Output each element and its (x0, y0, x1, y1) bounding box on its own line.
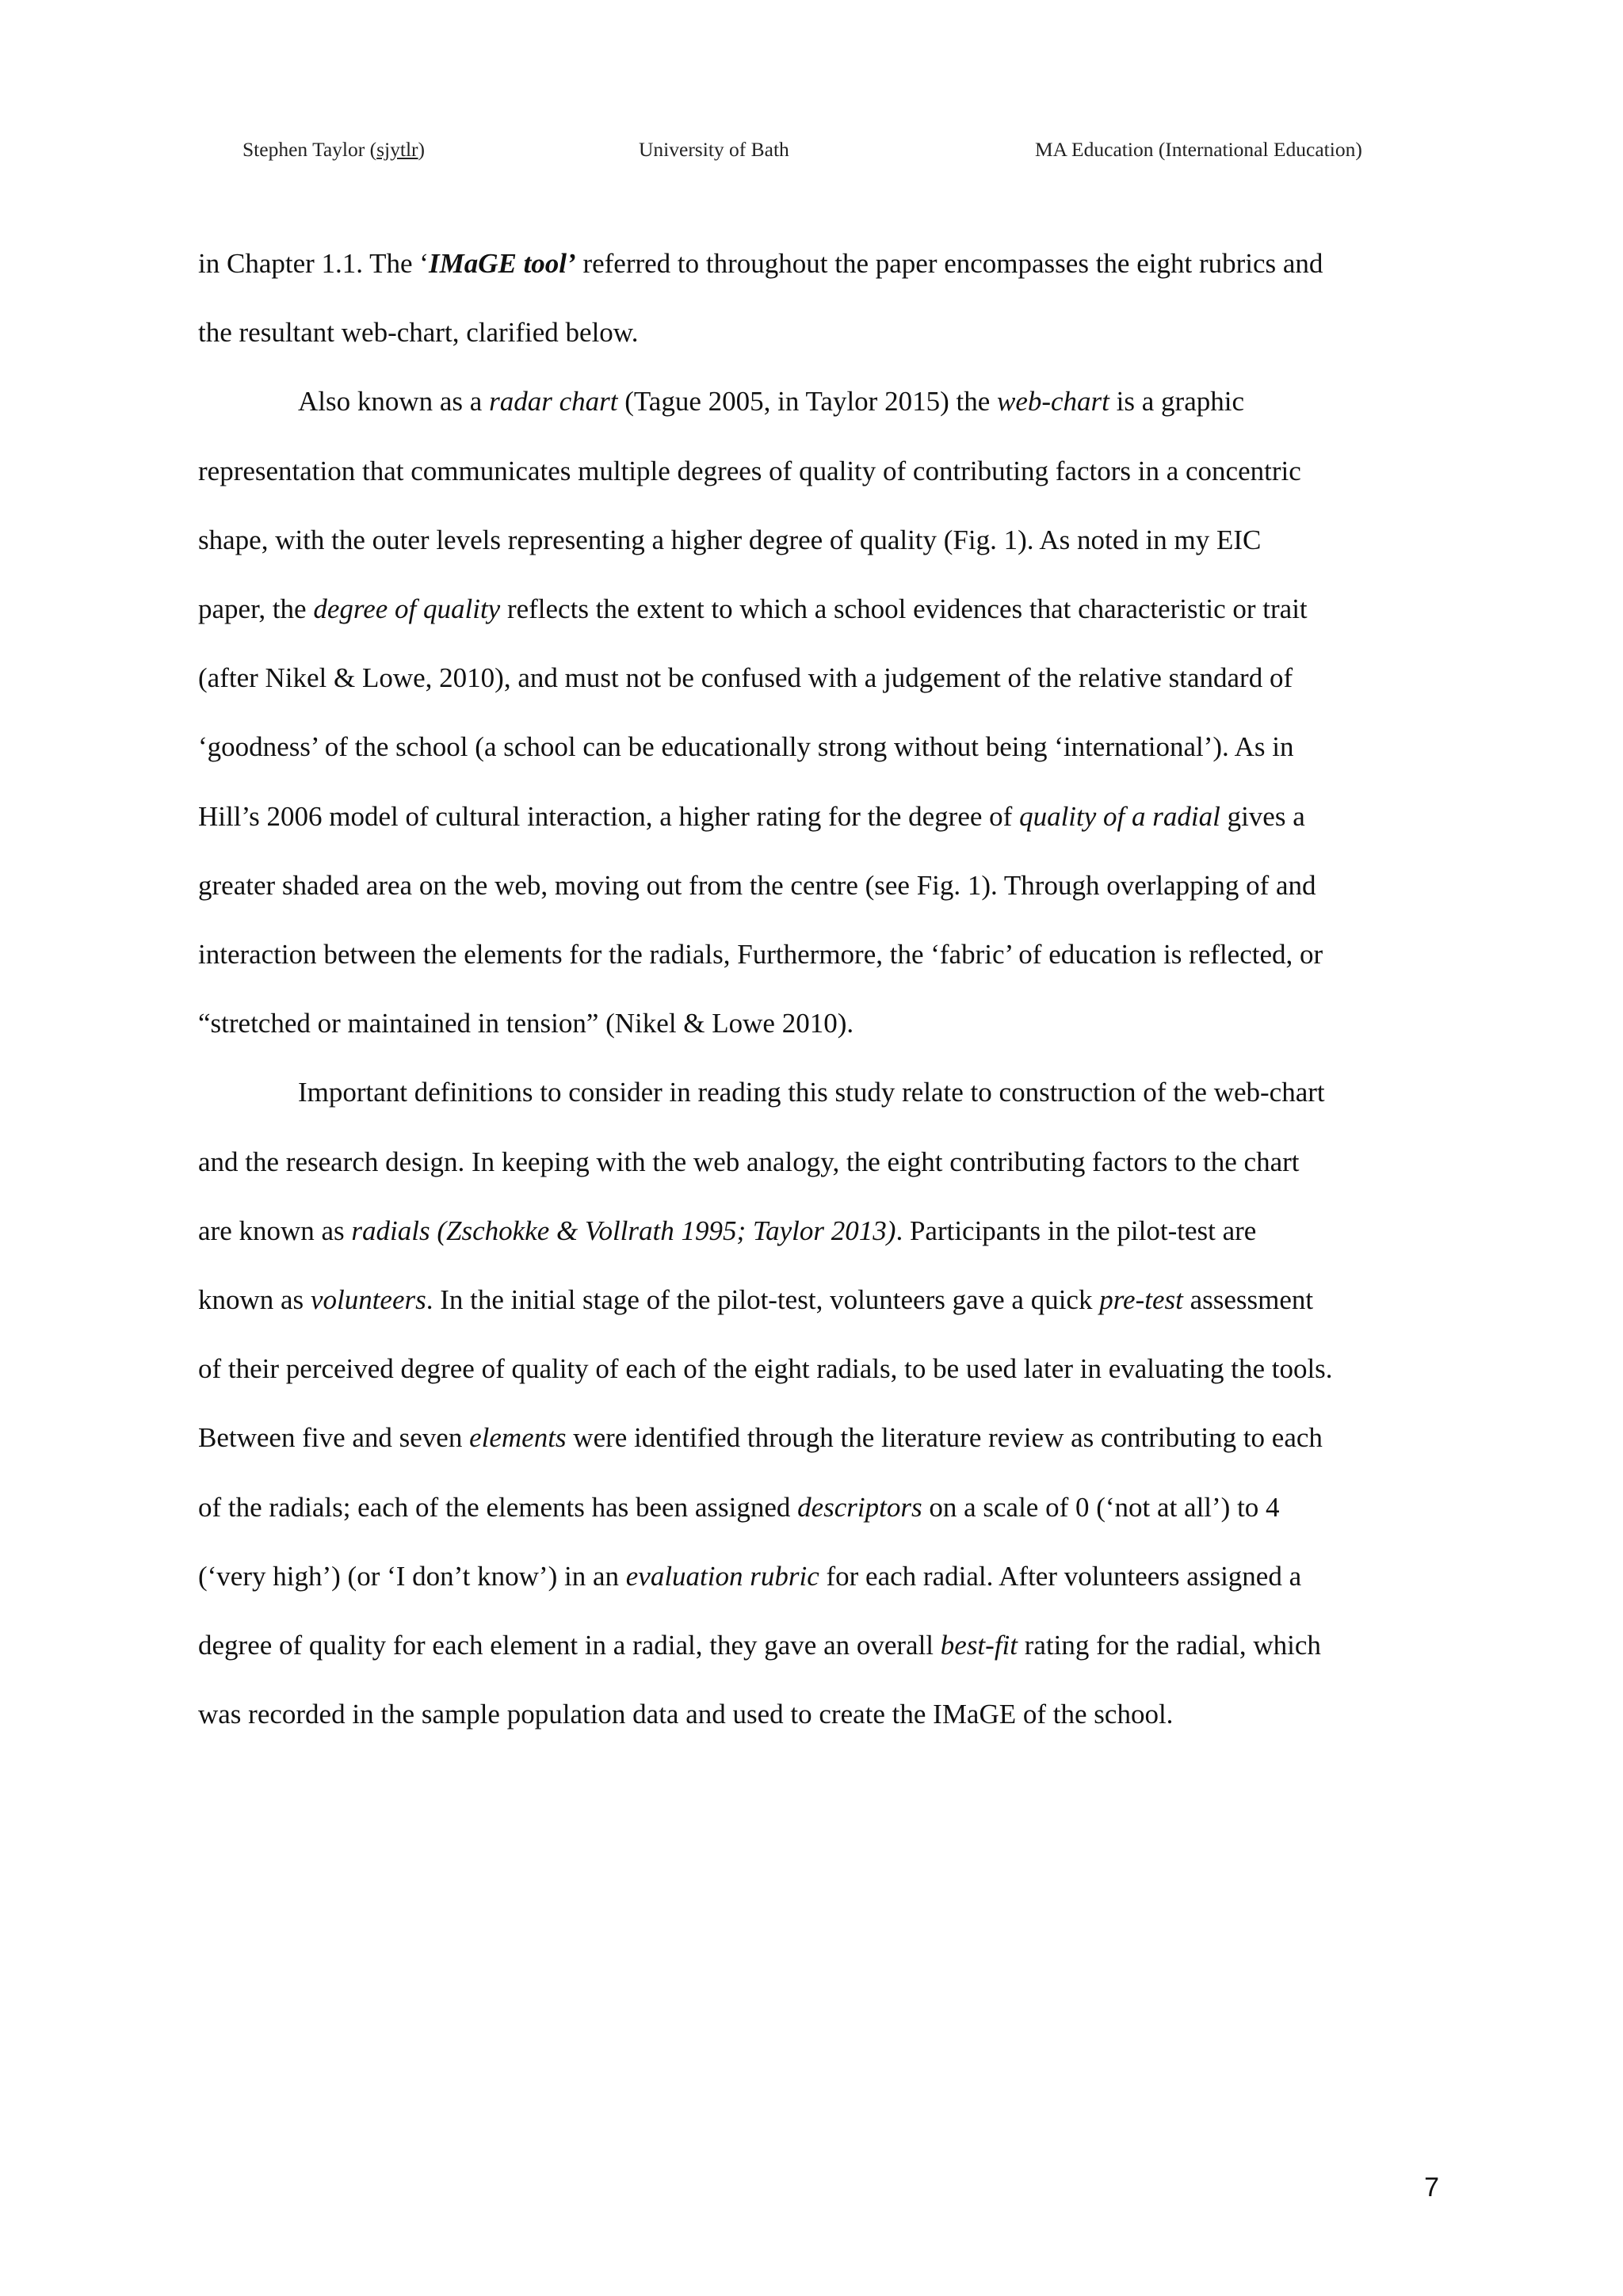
text-run: ‘goodness’ of the school (a school can be educationally strong without being ‘international’). As in (198, 731, 1294, 763)
text-run: of their perceived degree of quality of each of the eight radials, to be used later in evaluating the tools. (198, 1353, 1333, 1385)
text-run: of the radials; each of the elements has been assigned (198, 1491, 798, 1523)
header-programme: MA Education (International Education) (1035, 138, 1362, 161)
emphasis-italic: pre-test (1099, 1284, 1183, 1316)
text-run: (‘very high’) (or ‘I don’t know’) in an (198, 1560, 626, 1592)
page-number: 7 (1424, 2172, 1439, 2203)
text-line (198, 298, 1434, 367)
text-run: the resultant web-chart, clarified below. (198, 317, 639, 349)
header-university: University of Bath (639, 138, 789, 161)
emphasis-bold-italic: IMaGE tool’ (428, 248, 576, 279)
emphasis-italic: descriptors (797, 1491, 922, 1523)
text-run: Hill’s 2006 model of cultural interaction, a higher rating for the degree of (198, 800, 1020, 832)
text-run: Also known as a (298, 386, 490, 418)
text-line (198, 1334, 1434, 1403)
text-run: “stretched or maintained in tension” (Nikel & Lowe 2010). (198, 1008, 854, 1039)
text-run: known as (198, 1284, 311, 1316)
text-run: were identified through the literature review as contributing to each (566, 1422, 1323, 1454)
header-author (242, 138, 425, 162)
text-run: Important definitions to consider in reading this study relate to construction of the web-chart (298, 1077, 1325, 1108)
text-run: referred to throughout the paper encompasses the eight rubrics and (575, 248, 1323, 279)
text-line (198, 1403, 1434, 1472)
body-text (198, 229, 1434, 1749)
text-run: in Chapter 1.1. The ‘ (198, 248, 429, 279)
text-run: is a graphic (1109, 386, 1244, 418)
text-run: . In the initial stage of the pilot-test, volunteers gave a quick (426, 1284, 1100, 1316)
text-line (198, 989, 1434, 1058)
emphasis-italic: evaluation rubric (625, 1560, 819, 1592)
text-line (198, 1265, 1434, 1334)
text-line (198, 1611, 1434, 1680)
emphasis-italic: quality of a radial (1019, 800, 1220, 832)
text-run: on a scale of 0 (‘not at all’) to 4 (922, 1491, 1280, 1523)
text-run: assessment (1182, 1284, 1314, 1316)
header-author-close: ) (418, 138, 426, 161)
text-run: are known as (198, 1215, 352, 1246)
emphasis-italic: radials (Zschokke & Vollrath 1995; Taylor 2013) (351, 1215, 896, 1246)
text-line (198, 920, 1434, 989)
header-author-name: Stephen Taylor ( (242, 138, 377, 161)
text-line (198, 229, 1434, 298)
text-line (198, 782, 1434, 851)
text-run: was recorded in the sample population data and used to create the IMaGE of the school. (198, 1699, 1174, 1730)
page-header (0, 138, 1623, 166)
text-run: (after Nikel & Lowe, 2010), and must not be confused with a judgement of the relative standard of (198, 662, 1293, 694)
text-run: and the research design. In keeping with the web analogy, the eight contributing factors to the chart (198, 1146, 1300, 1177)
text-line (198, 643, 1434, 712)
header-author-id: sjytlr (376, 138, 418, 161)
emphasis-italic: web-chart (996, 386, 1109, 418)
text-line (198, 712, 1434, 781)
text-run: representation that communicates multiple degrees of quality of contributing factors in a concentric (198, 455, 1301, 486)
emphasis-italic: radar chart (489, 386, 618, 418)
text-line (198, 1542, 1434, 1611)
emphasis-italic: degree of quality (313, 593, 501, 625)
emphasis-italic: best-fit (940, 1630, 1018, 1661)
text-run: shape, with the outer levels representing a higher degree of quality (Fig. 1). As noted in my EIC (198, 524, 1262, 555)
text-line (198, 1196, 1434, 1265)
text-line (198, 1473, 1434, 1542)
text-run: paper, the (198, 593, 314, 625)
text-run: degree of quality for each element in a radial, they gave an overall (198, 1630, 941, 1661)
text-line (198, 851, 1434, 920)
text-run: interaction between the elements for the radials, Furthermore, the ‘fabric’ of education is reflected, or (198, 939, 1323, 971)
emphasis-italic: elements (469, 1422, 567, 1454)
text-run: . Participants in the pilot-test are (896, 1215, 1257, 1246)
emphasis-italic: volunteers (310, 1284, 426, 1316)
text-run: Between five and seven (198, 1422, 470, 1454)
text-line (198, 367, 1434, 436)
text-run: (Tague 2005, in Taylor 2015) the (617, 386, 997, 418)
text-run: gives a (1220, 800, 1305, 832)
text-line (198, 437, 1434, 505)
text-run: reflects the extent to which a school evidences that characteristic or trait (500, 593, 1308, 625)
text-run: greater shaded area on the web, moving out from the centre (see Fig. 1). Through overlapping of and (198, 869, 1316, 901)
text-run: for each radial. After volunteers assigned a (819, 1560, 1302, 1592)
text-run: rating for the radial, which (1018, 1630, 1321, 1661)
text-line (198, 1680, 1434, 1749)
text-line (198, 1127, 1434, 1196)
text-line (198, 574, 1434, 643)
text-line (198, 1058, 1434, 1127)
text-line (198, 505, 1434, 574)
